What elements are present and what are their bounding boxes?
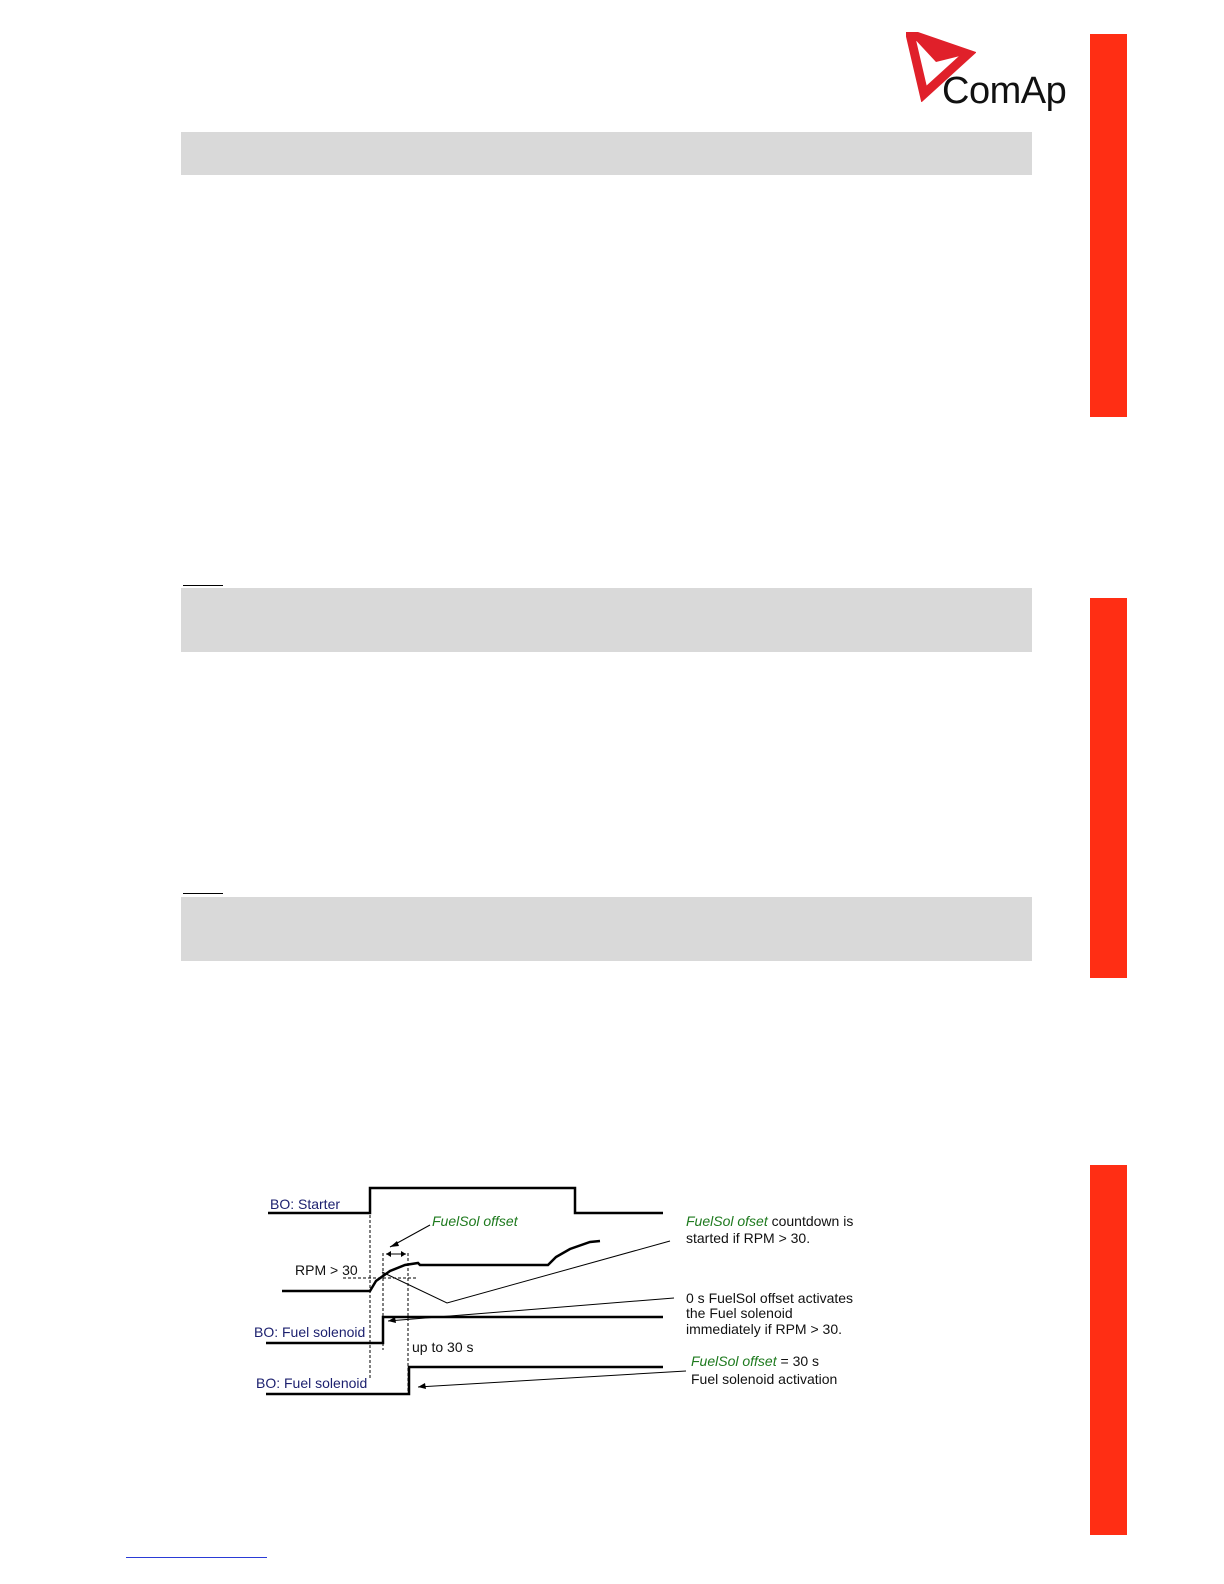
countdown-annotation: FuelSol ofset countdown is [686,1213,854,1229]
rpm-label: RPM > 30 [295,1262,358,1278]
zero-offset-line3: immediately if RPM > 30. [686,1321,842,1337]
fuel-solenoid-2-label: BO: Fuel solenoid [256,1375,368,1391]
thirty-offset-annotation: FuelSol offset = 30 s [691,1353,820,1369]
starter-label: BO: Starter [270,1196,341,1212]
section-header-bar-2 [181,588,1032,652]
zero-offset-line1: 0 s FuelSol offset activates [686,1290,854,1306]
fuel-solenoid-1-label: BO: Fuel solenoid [254,1324,366,1340]
countdown-annotation-line2: started if RPM > 30. [686,1230,811,1246]
up-to-label: up to 30 s [412,1339,474,1355]
note-rule-2 [183,893,223,894]
section-header-bar-3 [181,897,1032,961]
sidebar-tab-3 [1090,1165,1127,1535]
offset-label: FuelSol offset [432,1213,518,1229]
note-rule-1 [183,585,223,586]
section-header-bar-1 [181,132,1032,175]
sidebar-tab-2 [1090,598,1127,978]
sidebar-tab-1 [1090,34,1127,417]
zero-offset-line2: the Fuel solenoid [686,1305,793,1321]
footer-link-underline[interactable] [126,1557,267,1558]
logo-text: ComAp [942,70,1067,112]
thirty-offset-line2: Fuel solenoid activation [691,1371,838,1387]
comap-logo [906,32,1076,116]
fuel-solenoid-timing-diagram [240,1175,880,1405]
